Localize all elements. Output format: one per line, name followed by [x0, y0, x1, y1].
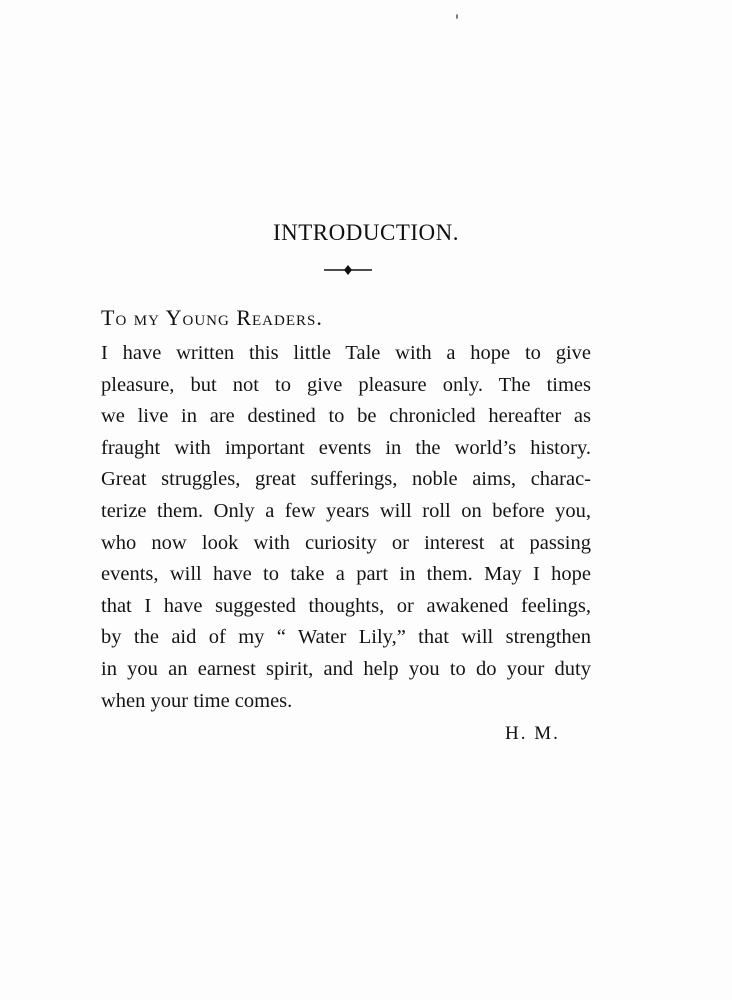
paragraph-line: fraught with important events in the world’s history.	[101, 436, 591, 459]
paragraph-line: by the aid of my “ Water Lily,” that will strengthen	[101, 626, 591, 649]
paragraph-line: terize them. Only a few years will roll on before you,	[101, 499, 591, 522]
paragraph-line: Great struggles, great sufferings, noble aims, charac-	[101, 468, 591, 491]
paragraph-line: when your time comes.	[101, 689, 293, 712]
paragraph-line: in you an earnest spirit, and help you to do your duty	[101, 657, 591, 680]
ornament-divider-icon	[322, 262, 374, 278]
salutation: To my Young Readers.	[101, 305, 323, 330]
paragraph-line: pleasure, but not to give pleasure only. The times	[101, 373, 591, 396]
paragraph-line: I have written this little Tale with a hope to give	[101, 342, 591, 364]
paragraph-line: we live in are destined to be chronicled hereafter as	[101, 405, 591, 428]
introduction-paragraph	[101, 338, 591, 717]
paragraph-line: that I have suggested thoughts, or awakened feelings,	[101, 594, 591, 617]
paragraph-line: who now look with curiosity or interest at passing	[101, 531, 591, 554]
paper-speck	[456, 14, 458, 19]
paragraph-line: events, will have to take a part in them. May I hope	[101, 563, 591, 586]
page-title: INTRODUCTION.	[272, 220, 459, 245]
author-initials: H. M.	[505, 723, 560, 744]
